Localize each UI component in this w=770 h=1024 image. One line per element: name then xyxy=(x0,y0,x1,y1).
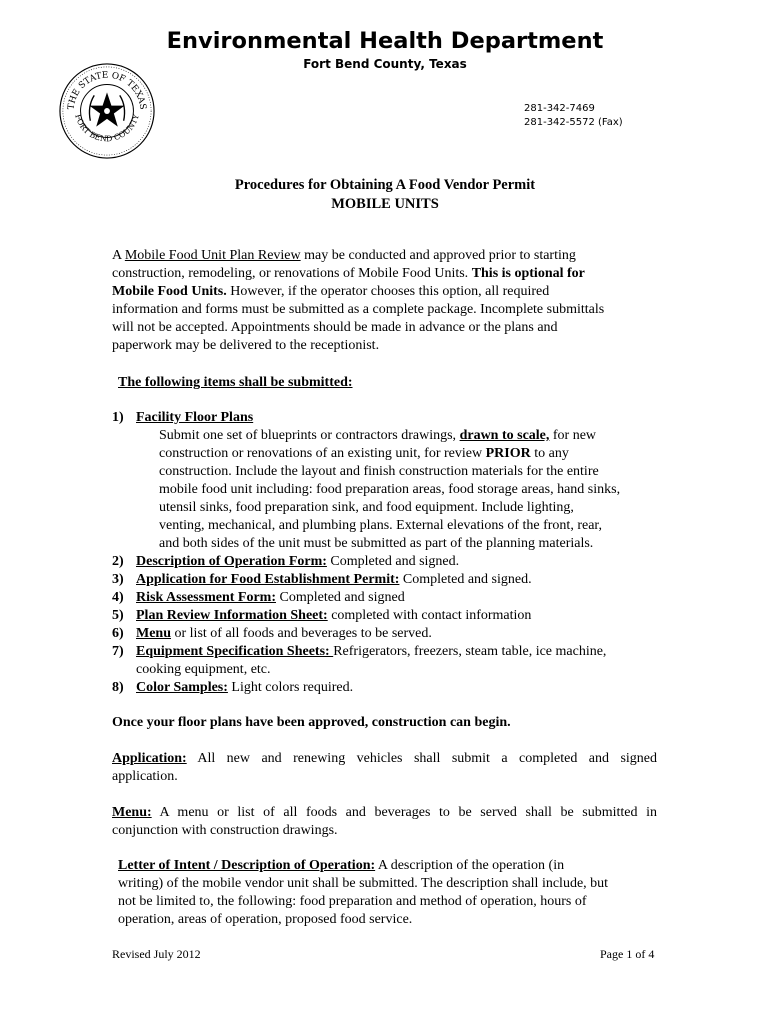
item1-line-4: mobile food unit including: food preparation areas, food storage areas, hand sinks, xyxy=(159,482,621,497)
intro-line-2: construction, remodeling, or renovations of Mobile Food Units. This is optional for xyxy=(112,266,585,281)
menu-line-2: conjunction with construction drawings. xyxy=(112,823,338,838)
title-line-1: Procedures for Obtaining A Food Vendor Permit xyxy=(234,177,536,193)
item-risk-assessment: Risk Assessment Form: Completed and signed xyxy=(136,590,405,605)
intro-line-4: information and forms must be submitted as a complete package. Incomplete submittals xyxy=(112,302,605,317)
item1-line-5: utensil sinks, food preparation sink, and food equipment. Include lighting, xyxy=(159,500,574,515)
title-line-2: MOBILE UNITS xyxy=(331,196,439,212)
revised-date: Revised July 2012 xyxy=(112,947,201,961)
menu-line-1: Menu: A menu or list of all foods and beverages to be served shall be submitted in xyxy=(112,805,657,820)
intro-line-5: will not be accepted. Appointments should be made in advance or the plans and xyxy=(112,320,558,335)
application-line-1: Application: All new and renewing vehicles shall submit a completed and signed xyxy=(112,751,657,766)
intro-line-3: Mobile Food Units. However, if the operator chooses this option, all required xyxy=(112,284,550,299)
letter-line-4: operation, areas of operation, proposed food service. xyxy=(118,912,413,927)
item-number: 2) xyxy=(112,554,124,569)
page-number: Page 1 of 4 xyxy=(600,947,655,961)
item1-line-3: construction. Include the layout and finish construction materials for the entire xyxy=(159,464,599,479)
svg-text:THE STATE OF TEXAS: THE STATE OF TEXAS xyxy=(66,70,148,111)
item-menu: Menu or list of all foods and beverages to be served. xyxy=(136,626,432,641)
plan-review-link-text: Mobile Food Unit Plan Review xyxy=(124,248,301,263)
item-description-of-operation: Description of Operation Form: Completed and signed. xyxy=(136,554,460,569)
intro-line-1: A Mobile Food Unit Plan Review may be conducted and approved prior to starting xyxy=(112,248,576,263)
floor-plans-note: Once your floor plans have been approved, construction can begin. xyxy=(112,715,511,730)
svg-text:FORT BEND COUNTY: FORT BEND COUNTY xyxy=(73,113,141,144)
application-line-2: application. xyxy=(112,769,178,784)
items-heading: The following items shall be submitted: xyxy=(118,375,353,390)
contact-numbers xyxy=(524,102,623,130)
item-number: 1) xyxy=(112,410,124,425)
document-title xyxy=(0,176,770,214)
letter-line-3: not be limited to, the following: food preparation and method of operation, hours of xyxy=(118,894,587,909)
item-number: 7) xyxy=(112,644,124,659)
phone-number: 281-342-7469 xyxy=(524,103,595,114)
item1-line-7: and both sides of the unit must be submitted as part of the planning materials. xyxy=(159,536,594,551)
item1-line-1: Submit one set of blueprints or contractors drawings, drawn to scale, for new xyxy=(159,428,597,443)
item-application-permit: Application for Food Establishment Permit: Completed and signed. xyxy=(136,572,532,587)
item-number: 4) xyxy=(112,590,124,605)
item1-line-2: construction or renovations of an existing unit, for review PRIOR to any xyxy=(159,446,569,461)
item-equipment-spec: Equipment Specification Sheets: Refrigerators, freezers, steam table, ice machine, xyxy=(136,644,607,659)
item-color-samples: Color Samples: Light colors required. xyxy=(136,680,354,695)
item-title-floor-plans: Facility Floor Plans xyxy=(136,410,254,425)
intro-line-6: paperwork may be delivered to the receptionist. xyxy=(112,338,380,353)
county-name: Fort Bend County, Texas xyxy=(303,57,467,71)
department-title: Environmental Health Department xyxy=(166,28,604,54)
item-number: 5) xyxy=(112,608,124,623)
item-equipment-spec-cont: cooking equipment, etc. xyxy=(136,662,271,677)
item-number: 6) xyxy=(112,626,124,641)
item-number: 8) xyxy=(112,680,124,695)
letter-line-2: writing) of the mobile vendor unit shall be submitted. The description shall include, but xyxy=(118,876,609,891)
item-plan-review-sheet: Plan Review Information Sheet: completed with contact information xyxy=(136,608,532,623)
county-seal-logo xyxy=(58,62,156,160)
fax-number: 281-342-5572 (Fax) xyxy=(524,117,623,128)
letter-line-1: Letter of Intent / Description of Operation: A description of the operation (in xyxy=(118,858,565,873)
item1-line-6: venting, mechanical, and plumbing plans. External elevations of the front, rear, xyxy=(159,518,603,533)
item-number: 3) xyxy=(112,572,124,587)
